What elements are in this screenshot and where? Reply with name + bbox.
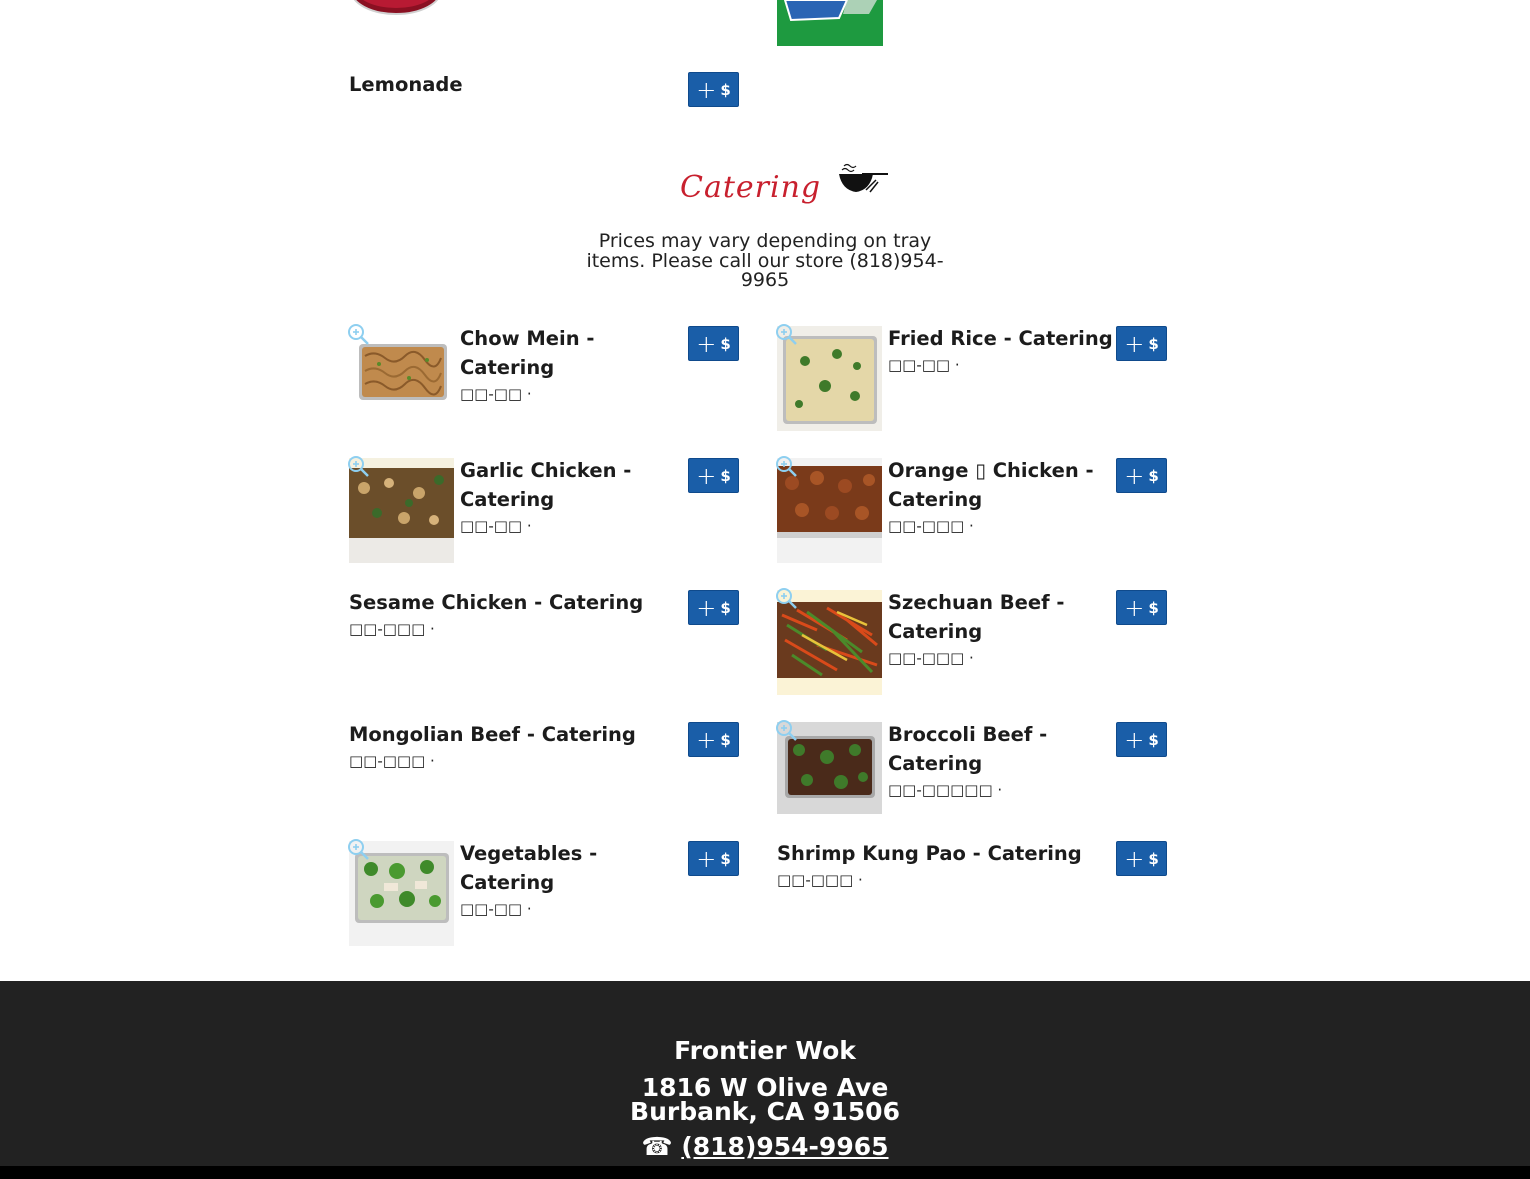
- zoom-in-icon[interactable]: [775, 455, 797, 477]
- item-subtitle: □□-□□□ ·: [888, 517, 974, 535]
- section-title: Catering: [680, 170, 822, 205]
- item-name: Lemonade: [349, 73, 463, 96]
- item-subtitle: □□-□□ ·: [888, 356, 960, 374]
- address-line-2: Burbank, CA 91506: [630, 1097, 900, 1126]
- item-name: Vegetables - Catering: [460, 842, 598, 894]
- plus-icon: +: [696, 75, 717, 104]
- add-to-cart-button[interactable]: + $: [688, 72, 739, 107]
- add-to-cart-button[interactable]: + $: [688, 841, 739, 876]
- add-to-cart-button[interactable]: + $: [1116, 458, 1167, 493]
- add-to-cart-button[interactable]: + $: [1116, 841, 1167, 876]
- add-to-cart-button[interactable]: + $: [688, 326, 739, 361]
- item-subtitle: □□-□□ ·: [460, 517, 532, 535]
- plus-icon: +: [1124, 725, 1145, 754]
- add-to-cart-button[interactable]: + $: [1116, 326, 1167, 361]
- section-heading: [678, 158, 893, 218]
- item-subtitle: □□-□□ ·: [460, 900, 532, 918]
- plus-icon: +: [1124, 593, 1145, 622]
- plus-icon: +: [696, 844, 717, 873]
- item-name: Mongolian Beef - Catering: [349, 723, 636, 746]
- zoom-in-icon[interactable]: [775, 323, 797, 345]
- add-to-cart-button[interactable]: + $: [688, 722, 739, 757]
- item-name: Broccoli Beef - Catering: [888, 723, 1048, 775]
- noodle-bowl-icon: [836, 160, 890, 198]
- zoom-in-icon[interactable]: [347, 455, 369, 477]
- add-to-cart-button[interactable]: + $: [1116, 722, 1167, 757]
- phone-row: [0, 1132, 1530, 1161]
- plus-icon: +: [1124, 329, 1145, 358]
- item-subtitle: □□-□□□ ·: [777, 871, 863, 889]
- zoom-in-icon[interactable]: [775, 587, 797, 609]
- item-name: Garlic Chicken - Catering: [460, 459, 632, 511]
- phone-link[interactable]: (818)954-9965: [681, 1132, 889, 1161]
- item-name: Orange ▯ Chicken - Catering: [888, 459, 1094, 511]
- plus-icon: +: [696, 725, 717, 754]
- plus-icon: +: [1124, 461, 1145, 490]
- plus-icon: +: [696, 593, 717, 622]
- sprite-image: [777, 0, 883, 46]
- item-subtitle: □□-□□□ ·: [349, 620, 435, 638]
- add-to-cart-button[interactable]: + $: [1116, 590, 1167, 625]
- plus-icon: +: [1124, 844, 1145, 873]
- plus-icon: +: [696, 329, 717, 358]
- item-name: Szechuan Beef - Catering: [888, 591, 1065, 643]
- add-to-cart-button[interactable]: + $: [688, 590, 739, 625]
- plus-icon: +: [696, 461, 717, 490]
- item-name: Sesame Chicken - Catering: [349, 591, 644, 614]
- phone-icon: ☎: [641, 1132, 673, 1161]
- item-subtitle: □□-□□ ·: [460, 385, 532, 403]
- item-subtitle: □□-□□□ ·: [349, 752, 435, 770]
- add-to-cart-button[interactable]: + $: [688, 458, 739, 493]
- zoom-in-icon[interactable]: [775, 719, 797, 741]
- soda-can-image: [350, 0, 442, 16]
- address-line-1: 1816 W Olive Ave: [641, 1073, 889, 1102]
- zoom-in-icon[interactable]: [347, 323, 369, 345]
- footer-bottom-bar: [0, 1166, 1530, 1179]
- item-subtitle: □□-□□□□□ ·: [888, 781, 1003, 799]
- zoom-in-icon[interactable]: [347, 838, 369, 860]
- item-name: Chow Mein - Catering: [460, 327, 595, 379]
- item-subtitle: □□-□□□ ·: [888, 649, 974, 667]
- item-name: Shrimp Kung Pao - Catering: [777, 842, 1082, 865]
- item-name: Fried Rice - Catering: [888, 327, 1113, 350]
- catering-note: Prices may vary depending on tray items. Please call our store (818)954-9965: [586, 230, 944, 291]
- store-name: Frontier Wok: [674, 1036, 856, 1065]
